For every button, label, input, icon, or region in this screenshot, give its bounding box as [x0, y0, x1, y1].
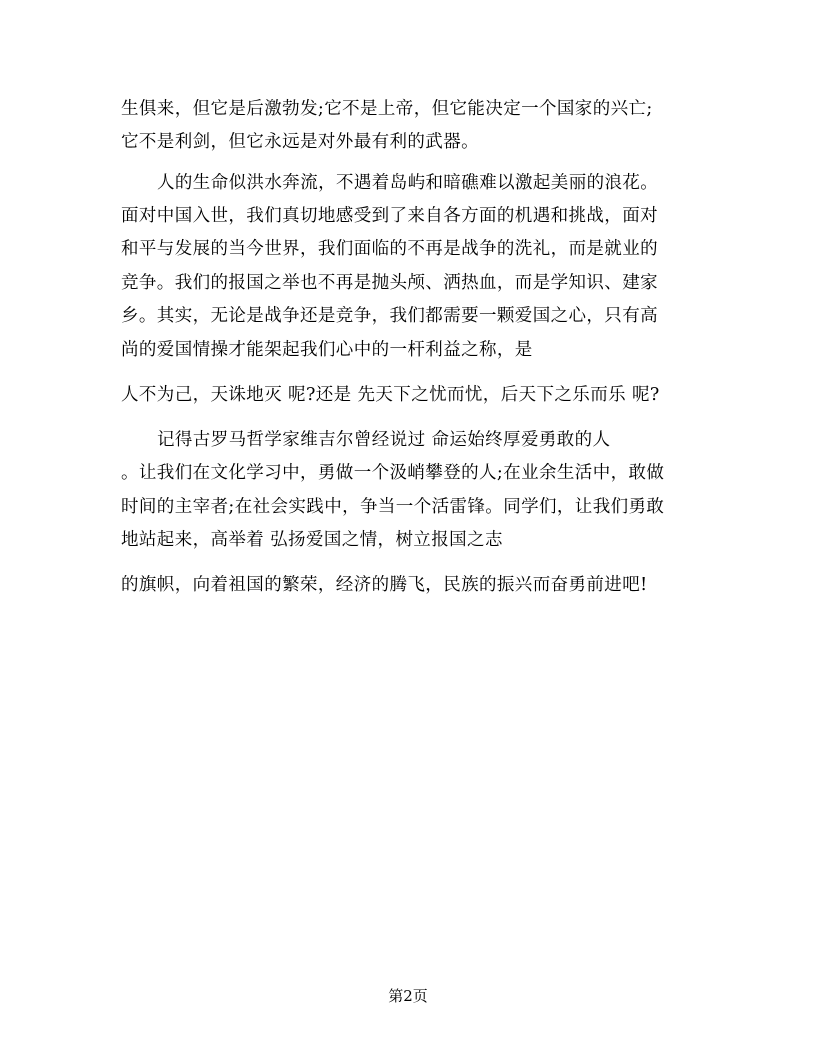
paragraph-line: 竞争。我们的报国之举也不再是抛头颅、洒热血，而是学知识、建家 — [121, 273, 658, 293]
paragraph-line: 它不是利剑，但它永远是对外最有利的武器。 — [121, 132, 479, 152]
paragraph-line: 。让我们在文化学习中，勇做一个汲峭攀登的人;在业余生活中，敢做 — [121, 463, 665, 483]
paragraph-line: 尚的爱国情操才能架起我们心中的一杆利益之称，是 — [121, 340, 533, 360]
paragraph-line: 生俱来，但它是后激勃发;它不是上帝，但它能决定一个国家的兴亡; — [121, 99, 653, 119]
paragraph-line: 时间的主宰者;在社会实践中，争当一个活雷锋。同学们，让我们勇敢 — [121, 497, 665, 517]
paragraph-line: 乡。其实，无论是战争还是竞争，我们都需要一颗爱国之心，只有高 — [121, 306, 658, 326]
paragraph-line: 地站起来，高举着 弘扬爱国之情，树立报国之志 — [121, 530, 503, 550]
paragraph-line: 人的生命似洪水奔流，不遇着岛屿和暗礁难以激起美丽的浪花。 — [157, 173, 659, 193]
paragraph-line: 人不为己，天诛地灭 呢?还是 先天下之忧而忧，后天下之乐而乐 呢? — [121, 385, 660, 405]
paragraph-line: 和平与发展的当今世界，我们面临的不再是战争的洗礼，而是就业的 — [121, 239, 658, 259]
paragraph-line: 的旗帜，向着祖国的繁荣，经济的腾飞，民族的振兴而奋勇前进吧! — [121, 575, 648, 595]
paragraph-line: 面对中国入世，我们真切地感受到了来自各方面的机遇和挑战，面对 — [121, 206, 658, 226]
page-number: 第2页 — [388, 987, 428, 1005]
paragraph-line: 记得古罗马哲学家维吉尔曾经说过 命运始终厚爱勇敢的人 — [157, 430, 611, 450]
